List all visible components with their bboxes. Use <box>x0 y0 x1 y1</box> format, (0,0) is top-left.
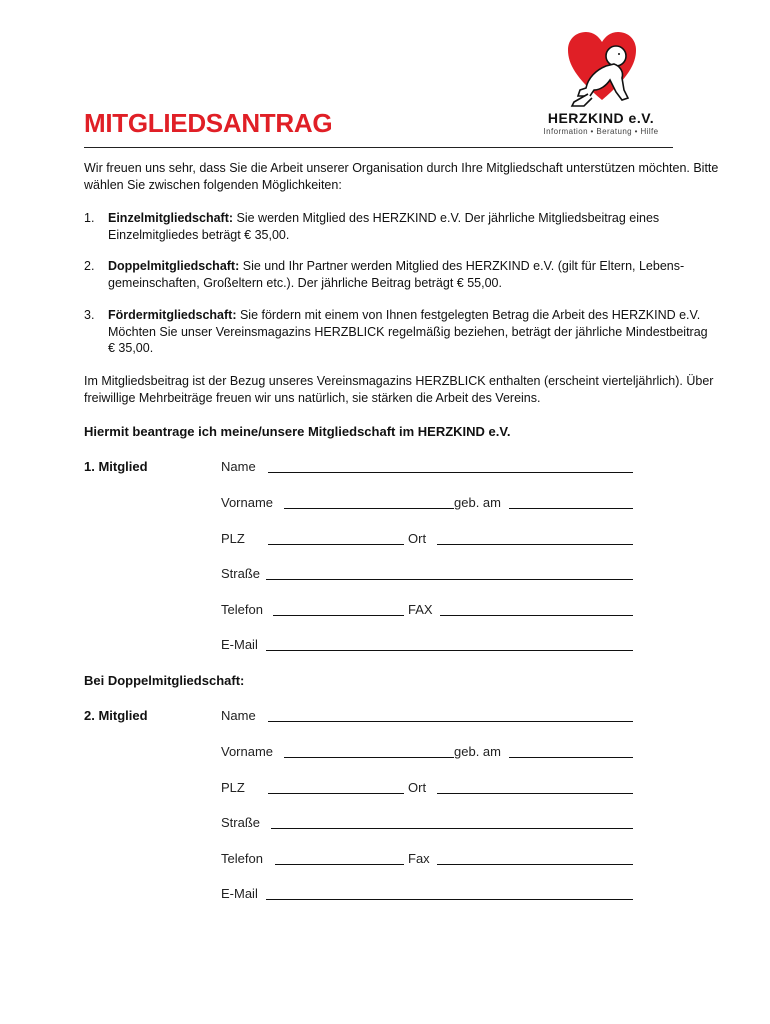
title-divider <box>84 147 673 148</box>
option-number: 3. <box>84 308 95 322</box>
application-heading: Hiermit beantrage ich meine/unsere Mitgliedschaft im HERZKIND e.V. <box>84 424 511 439</box>
member2-name-field[interactable] <box>268 721 633 722</box>
member1-ort-field[interactable] <box>437 544 633 545</box>
member1-vorname-field[interactable] <box>284 508 454 509</box>
member2-ort-field[interactable] <box>437 793 633 794</box>
option-body <box>108 210 708 243</box>
member1-name-field[interactable] <box>268 472 633 473</box>
option-text: Sie werden Mitglied des HERZKIND e.V. Der jährliche Mitgliedsbeitrag eines Einzelmitgliedes beträgt € 35,00. <box>108 211 660 242</box>
option-number: 2. <box>84 259 95 273</box>
member2-plz-label: PLZ <box>221 780 245 795</box>
outro-paragraph: Im Mitgliedsbeitrag ist der Bezug unseres Vereinsmagazins HERZBLICK enthalten (erscheint vierteljährlich). Über freiwillige Mehrbeiträge freuen wir uns natürlich, sie stärken die Arbeit des Vereins. <box>84 374 714 405</box>
heart-baby-logo-icon <box>566 30 638 110</box>
member2-email-label: E-Mail <box>221 886 258 901</box>
member2-telefon-field[interactable] <box>275 864 404 865</box>
option-text: Sie und Ihr Partner werden Mitglied des HERZKIND e.V. (gilt für Eltern, Lebens-gemeinschaften, Großeltern etc.). Der jährliche Beitrag beträgt € 55,00. <box>108 259 685 290</box>
page-title: MITGLIEDSANTRAG <box>84 108 333 138</box>
member1-name-label: Name <box>221 459 256 474</box>
member2-geb-label: geb. am <box>454 744 501 759</box>
option-number: 1. <box>84 211 95 225</box>
member2-label: 2. Mitglied <box>84 708 148 723</box>
option-term: Fördermitgliedschaft: <box>108 308 237 322</box>
member1-plz-label: PLZ <box>221 531 245 546</box>
member1-label: 1. Mitglied <box>84 459 148 474</box>
option-body <box>108 258 708 291</box>
member2-vorname-field[interactable] <box>284 757 454 758</box>
option-term: Doppelmitgliedschaft: <box>108 259 240 273</box>
member1-fax-label: FAX <box>408 602 433 617</box>
member2-name-label: Name <box>221 708 256 723</box>
member1-fax-field[interactable] <box>440 615 633 616</box>
member1-email-field[interactable] <box>266 650 633 651</box>
member2-fax-label: Fax <box>408 851 430 866</box>
member2-fax-field[interactable] <box>437 864 633 865</box>
option-text: Sie fördern mit einem von Ihnen festgelegten Betrag die Arbeit des HERZKIND e.V. Möchten Sie unser Vereinsmagazins HERZBLICK regelmäßig beziehen, beträgt der jährliche Mindestbeitrag € 35,00. <box>108 308 708 355</box>
member1-geb-label: geb. am <box>454 495 501 510</box>
intro-paragraph: Wir freuen uns sehr, dass Sie die Arbeit unserer Organisation durch Ihre Mitgliedschaft unterstützen möchten. Bitte wählen Sie zwischen folgenden Möglichkeiten: <box>84 161 719 192</box>
member1-vorname-label: Vorname <box>221 495 274 510</box>
logo-name: HERZKIND e.V. <box>547 110 655 126</box>
member1-geb-field[interactable] <box>509 508 633 509</box>
herzkind-logo <box>538 30 668 138</box>
member2-strasse-label: Straße <box>221 815 261 830</box>
member1-ort-label: Ort <box>408 531 427 546</box>
option-term: Einzelmitgliedschaft: <box>108 211 234 225</box>
member1-strasse-label: Straße <box>221 566 261 581</box>
member2-vorname-label: Vorname <box>221 744 274 759</box>
member2-email-field[interactable] <box>266 899 633 900</box>
member1-plz-field[interactable] <box>268 544 404 545</box>
doppel-heading: Bei Doppelmitgliedschaft: <box>84 673 245 688</box>
member1-strasse-field[interactable] <box>266 579 633 580</box>
member1-telefon-field[interactable] <box>273 615 404 616</box>
member2-plz-field[interactable] <box>268 793 404 794</box>
member2-ort-label: Ort <box>408 780 427 795</box>
member2-geb-field[interactable] <box>509 757 633 758</box>
member1-email-label: E-Mail <box>221 637 258 652</box>
logo-tagline: Information • Beratung • Hilfe <box>543 127 659 136</box>
option-body <box>108 307 708 357</box>
member1-telefon-label: Telefon <box>221 602 263 617</box>
member2-telefon-label: Telefon <box>221 851 263 866</box>
member2-strasse-field[interactable] <box>271 828 633 829</box>
